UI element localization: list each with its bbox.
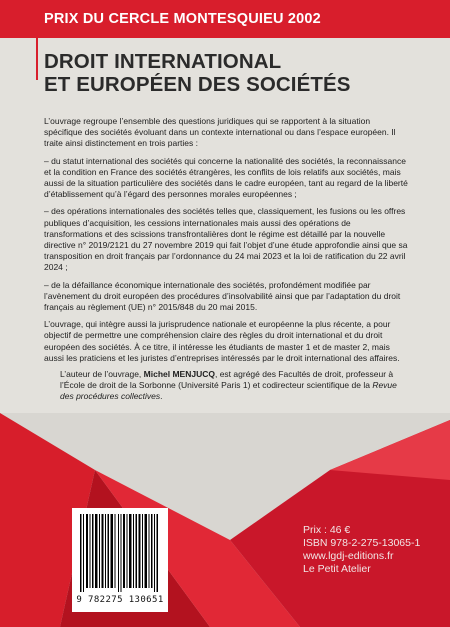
prize-label: PRIX DU CERCLE MONTESQUIEU 2002 (44, 11, 321, 27)
publisher-info (303, 524, 420, 576)
author-bio-before: L’auteur de l’ouvrage, (60, 369, 144, 379)
author-name: Michel MENJUCQ (143, 369, 215, 379)
book-title-line1: DROIT INTERNATIONAL (44, 50, 282, 73)
barcode-bars (72, 508, 168, 594)
barcode (72, 508, 168, 612)
part-one-paragraph: – du statut international des sociétés qui concerne la nationalité des sociétés, la reconnaissance et la condition en France des sociétés étrangères, les conflits de lois relatifs aux sociétés, mais aussi de la situation particulière des sociétés dans le cadre européen, tant au regard de la liberté d’établissement qu’à l’égard des personnes morales européennes ; (44, 155, 408, 200)
isbn-label: ISBN 978-2-275-13065-1 (303, 537, 421, 549)
atelier-label: Le Petit Atelier (303, 563, 371, 575)
website-label: www.lgdj-editions.fr (303, 550, 394, 562)
part-three-paragraph: – de la défaillance économique internationale des sociétés, profondément modifiée par l’avènement du droit européen des procédures d’insolvabilité ainsi que par l’adaptation du droit français au règlement (UE) n° 2015/848 du 20 mai 2015. (44, 279, 401, 313)
intro-paragraph: L’ouvrage regroupe l’ensemble des questions juridiques qui se rapportent à la situation spécifique des sociétés évoluant dans un contexte international ou dans l’espace européen. Il traite ainsi distinctement en trois parties : (44, 116, 396, 149)
book-title-line2: ET EUROPÉEN DES SOCIÉTÉS (44, 73, 351, 96)
price-label: Prix : 46 € (303, 524, 351, 536)
barcode-digits: 9 782275 130651 (76, 595, 164, 605)
author-bio-middle: , est agrégé des Facultés de droit, professeur à l’École de droit de la Sorbonne (Université Paris 1) et codirecteur scientifique de la (60, 369, 394, 391)
audience-paragraph: L’ouvrage, qui intègre aussi la jurisprudence nationale et européenne la plus récente, a pour objectif de permettre une compréhension claire des règles du droit international et du droit européen des sociétés. À ce titre, il intéresse les étudiants de master 1 et de master 2, mais aussi les praticiens et les juristes d’entreprises intéressés par le droit international des affaires. (44, 319, 400, 363)
journal-title: Revue des procédures collectives (60, 380, 397, 402)
author-bio-after: . (160, 391, 163, 402)
part-two-paragraph: – des opérations internationales des sociétés telles que, classiquement, les fusions ou les offres publiques d’acquisition, les cessions internationales mais aussi des opérations de transformations et des scissions transfrontalières dont le régime est détaillé par la nouvelle directive n° 2019/2121 du 27 novembre 2019 qui fait l’objet d’une étude approfondie ainsi que sa transposition en droit français par l’ordonnance du 24 mai 2023 et la loi de ratification du 22 avril 2024 ; (44, 206, 408, 273)
